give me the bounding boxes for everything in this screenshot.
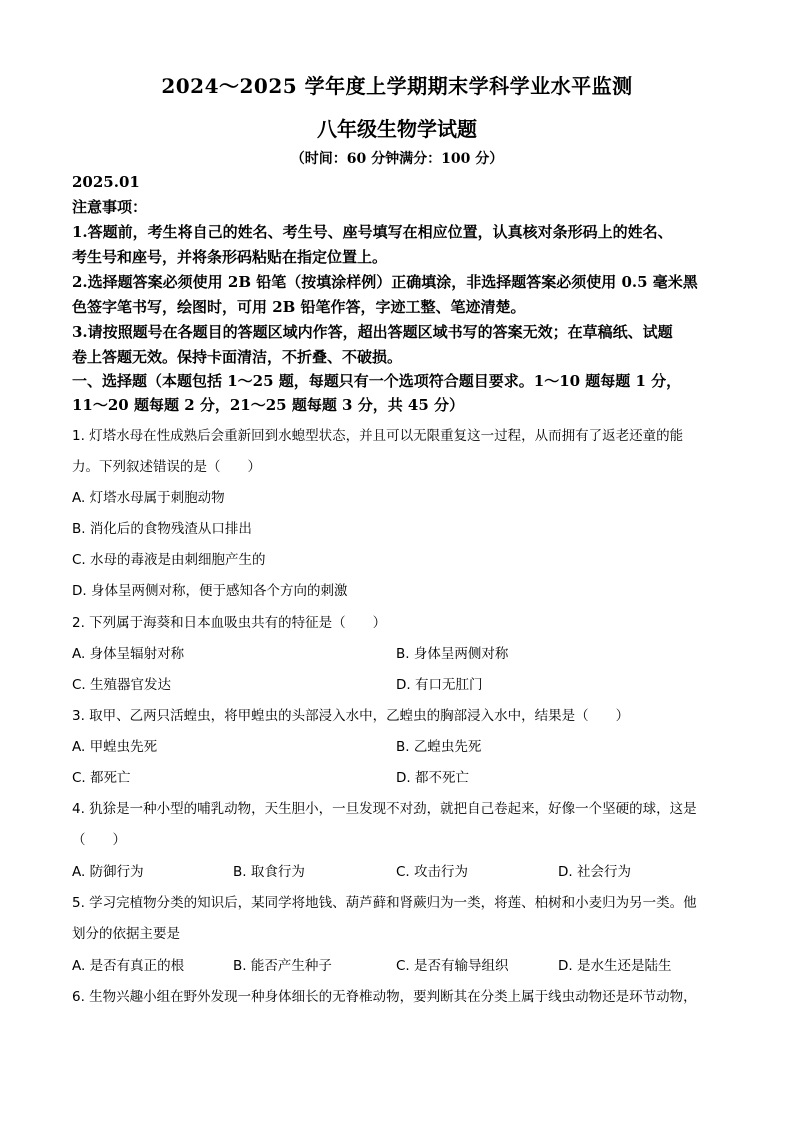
question-3-option-d: D. 都不死亡 [396, 770, 469, 786]
question-4-option-d: D. 社会行为 [558, 864, 631, 880]
question-1-option-b: B. 消化后的食物残渣从口排出 [72, 521, 252, 537]
notice-item-1-line-1: 1.答题前，考生将自己的姓名、考生号、座号填写在相应位置，认真核对条形码上的姓名、 [72, 223, 673, 241]
question-2-option-c: C. 生殖器官发达 [72, 677, 172, 693]
question-3-option-c: C. 都死亡 [72, 770, 131, 786]
question-5-option-d: D. 是水生还是陆生 [558, 958, 672, 974]
question-1-stem-line-1: 1. 灯塔水母在性成熟后会重新回到水螅型状态，并且可以无限重复这一过程，从而拥有了返老还童的能 [72, 428, 684, 444]
notice-item-1-line-2: 考生号和座号，并将条形码粘贴在指定位置上。 [72, 248, 388, 266]
exam-title: 2024～2025 学年度上学期期末学科学业水平监测 [161, 74, 633, 98]
question-4-option-a: A. 防御行为 [72, 864, 144, 880]
section-heading-line-2: 11～20 题每题 2 分，21～25 题每题 3 分，共 45 分） [72, 396, 465, 414]
notice-item-2-line-2: 色签字笔书写，绘图时，可用 2B 铅笔作答，字迹工整、笔迹清楚。 [72, 298, 526, 316]
question-5-option-b: B. 能否产生种子 [233, 958, 332, 974]
exam-subtitle: 八年级生物学试题 [317, 117, 477, 141]
question-2-option-a: A. 身体呈辐射对称 [72, 646, 185, 662]
question-5-stem-line-1: 5. 学习完植物分类的知识后，某同学将地钱、葫芦藓和肾蕨归为一类，将莲、柏树和小麦归为另一类。他 [72, 895, 697, 911]
question-5-stem-line-2: 划分的依据主要是 [72, 926, 180, 942]
exam-time-info: （时间：60 分钟满分：100 分） [290, 151, 504, 167]
notice-heading: 注意事项： [72, 198, 148, 216]
notice-item-2-line-1: 2.选择题答案必须使用 2B 铅笔（按填涂样例）正确填涂，非选择题答案必须使用 0.5 毫米黑 [72, 273, 698, 291]
notice-item-3-line-2: 卷上答题无效。保持卡面清洁，不折叠、不破损。 [72, 348, 403, 366]
question-1-stem-line-2: 力。下列叙述错误的是（ ） [72, 459, 261, 475]
question-1-option-a: A. 灯塔水母属于刺胞动物 [72, 490, 225, 506]
notice-item-3-line-1: 3.请按照题号在各题目的答题区域内作答，超出答题区域书写的答案无效；在草稿纸、试题 [72, 323, 673, 341]
question-2-stem: 2. 下列属于海葵和日本血吸虫共有的特征是（ ） [72, 615, 387, 631]
section-heading-line-1: 一、选择题（本题包括 1～25 题，每题只有一个选项符合题目要求。1～10 题每题 1 分， [72, 372, 682, 390]
question-4-stem-line-2: （ ） [72, 832, 126, 848]
question-6-stem-line-1: 6. 生物兴趣小组在野外发现一种身体细长的无脊椎动物，要判断其在分类上属于线虫动物还是环节动物， [72, 989, 697, 1005]
question-2-option-d: D. 有口无肛门 [396, 677, 483, 693]
question-4-option-c: C. 攻击行为 [396, 864, 469, 880]
question-4-option-b: B. 取食行为 [233, 864, 305, 880]
question-3-stem: 3. 取甲、乙两只活蝗虫，将甲蝗虫的头部浸入水中，乙蝗虫的胸部浸入水中，结果是（ ） [72, 708, 630, 724]
question-1-option-d: D. 身体呈两侧对称，便于感知各个方向的刺激 [72, 583, 348, 599]
question-3-option-b: B. 乙蝗虫先死 [396, 739, 482, 755]
question-2-option-b: B. 身体呈两侧对称 [396, 646, 509, 662]
question-4-stem-line-1: 4. 犰狳是一种小型的哺乳动物，天生胆小，一旦发现不对劲，就把自己卷起来，好像一个坚硬的球，这是 [72, 801, 697, 817]
question-3-option-a: A. 甲蝗虫先死 [72, 739, 158, 755]
question-5-option-a: A. 是否有真正的根 [72, 958, 185, 974]
question-1-option-c: C. 水母的毒液是由刺细胞产生的 [72, 552, 266, 568]
exam-date: 2025.01 [72, 173, 140, 191]
question-5-option-c: C. 是否有输导组织 [396, 958, 509, 974]
